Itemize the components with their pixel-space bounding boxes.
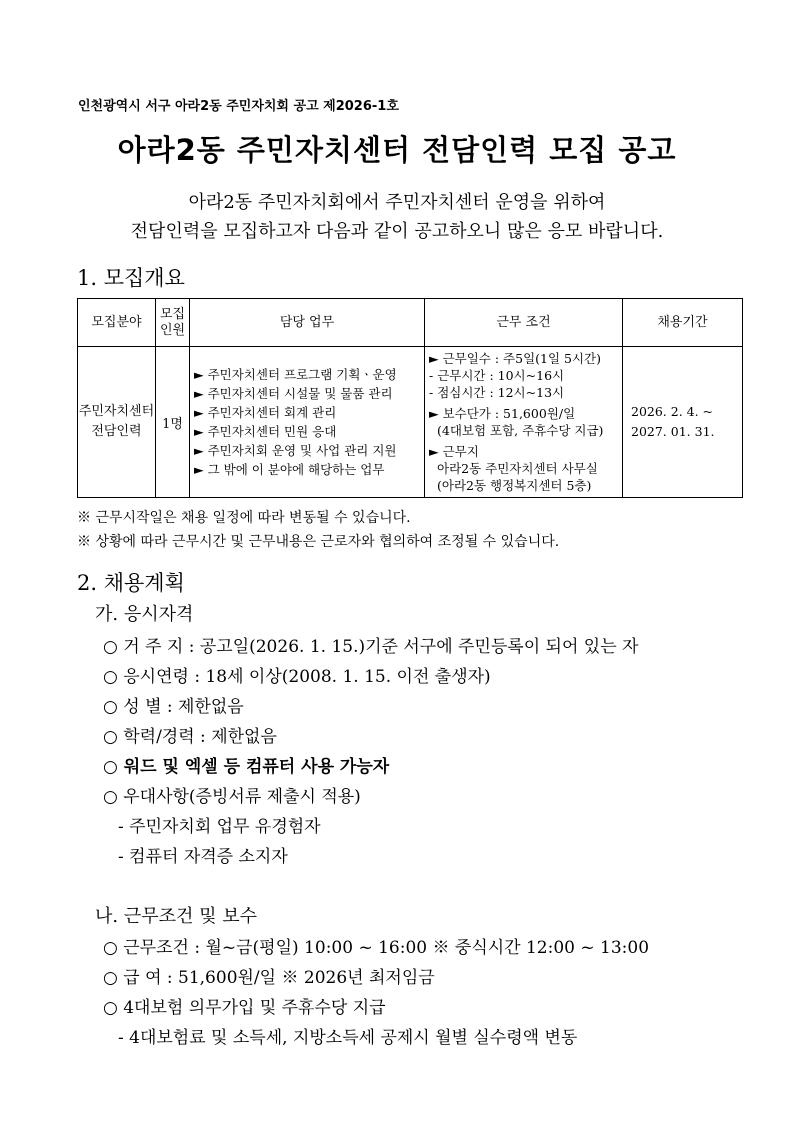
section-2-heading: 2. 채용계획 [77,571,185,595]
cell-count: 1명 [156,347,190,498]
preference-item: - 컴퓨터 자격증 소지자 [118,847,288,867]
duty-item: ► 주민자치센터 시설물 및 물품 관리 [194,386,393,401]
note-1: ※ 근무시작일은 채용 일정에 따라 변동될 수 있습니다. [77,510,411,526]
duty-item: ► 주민자치센터 회계 관리 [194,405,337,420]
qualification-item: ○ 성 별 : 제한없음 [103,697,244,717]
work-condition-item: ○ 4대보험 의무가입 및 주휴수당 지급 [103,998,386,1018]
cell-field: 주민자치센터 전담인력 [78,347,156,498]
intro-line-1: 아라2동 주민자치회에서 주민자치센터 운영을 위하여 [188,192,606,213]
duty-item: ► 그 밖에 이 분야에 해당하는 업무 [194,462,385,477]
table-row [78,347,743,498]
condition-item: ► 근무지 [429,444,479,459]
header-count: 모집 인원 [156,299,190,347]
condition-item: (4대보험 포함, 주휴수당 지급) [437,423,604,438]
header-conditions: 근무 조건 [425,299,623,347]
sub-b-heading: 나. 근무조건 및 보수 [95,906,257,927]
cell-period: 2026. 2. 4. ~ 2027. 01. 31. [623,347,743,498]
recruitment-table [77,298,743,498]
preference-item: - 주민자치회 업무 유경험자 [118,817,321,837]
header-period: 채용기간 [623,299,743,347]
cell-duties [190,347,425,498]
note-2: ※ 상황에 따라 근무시간 및 근무내용은 근로자와 협의하여 조정될 수 있습니다. [77,534,560,550]
condition-item: (아라2동 행정복지센터 5층) [437,478,592,493]
condition-item: ► 보수단가 : 51,600원/일 [429,406,576,421]
duty-item: ► 주민자치센터 프로그램 기획ㆍ운영 [194,367,397,382]
header-duties: 담당 업무 [190,299,425,347]
qualification-item: ○ 응시연령 : 18세 이상(2008. 1. 15. 이전 출생자) [103,667,491,687]
qualification-item: ○ 거 주 지 : 공고일(2026. 1. 15.)기준 서구에 주민등록이 되어 있는 자 [103,637,639,657]
intro-line-2: 전담인력을 모집하고자 다음과 같이 공고하오니 많은 응모 바랍니다. [130,221,664,242]
qualification-item: ○ 학력/경력 : 제한없음 [103,727,277,747]
qualification-item: ○ 우대사항(증빙서류 제출시 적용) [103,787,361,807]
duty-item: ► 주민자치회 운영 및 사업 관리 지원 [194,443,397,458]
condition-item: 아라2동 주민자치센터 사무실 [437,461,598,476]
condition-item: - 점심시간 : 12시~13시 [429,385,565,400]
header-field: 모집분야 [78,299,156,347]
work-condition-item: ○ 근무조건 : 월~금(평일) 10:00 ~ 16:00 ※ 중식시간 12:00 ~ 13:00 [103,938,650,958]
duty-item: ► 주민자치센터 민원 응대 [194,424,337,439]
condition-item: - 근무시간 : 10시~16시 [429,368,565,383]
section-1-heading: 1. 모집개요 [77,266,185,290]
work-condition-subitem: - 4대보험료 및 소득세, 지방소득세 공제시 월별 실수령액 변동 [118,1028,578,1048]
table-header-row [78,299,743,347]
condition-item: ► 근무일수 : 주5일(1일 5시간) [429,351,602,366]
qualification-item-bold: ○ 워드 및 엑셀 등 컴퓨터 사용 가능자 [103,757,390,777]
page-title: 아라2동 주민자치센터 전담인력 모집 공고 [117,133,677,167]
notice-number: 인천광역시 서구 아라2동 주민자치회 공고 제2026-1호 [78,99,399,114]
work-condition-item: ○ 급 여 : 51,600원/일 ※ 2026년 최저임금 [103,968,435,988]
sub-a-heading: 가. 응시자격 [95,604,194,625]
cell-conditions [425,347,623,498]
